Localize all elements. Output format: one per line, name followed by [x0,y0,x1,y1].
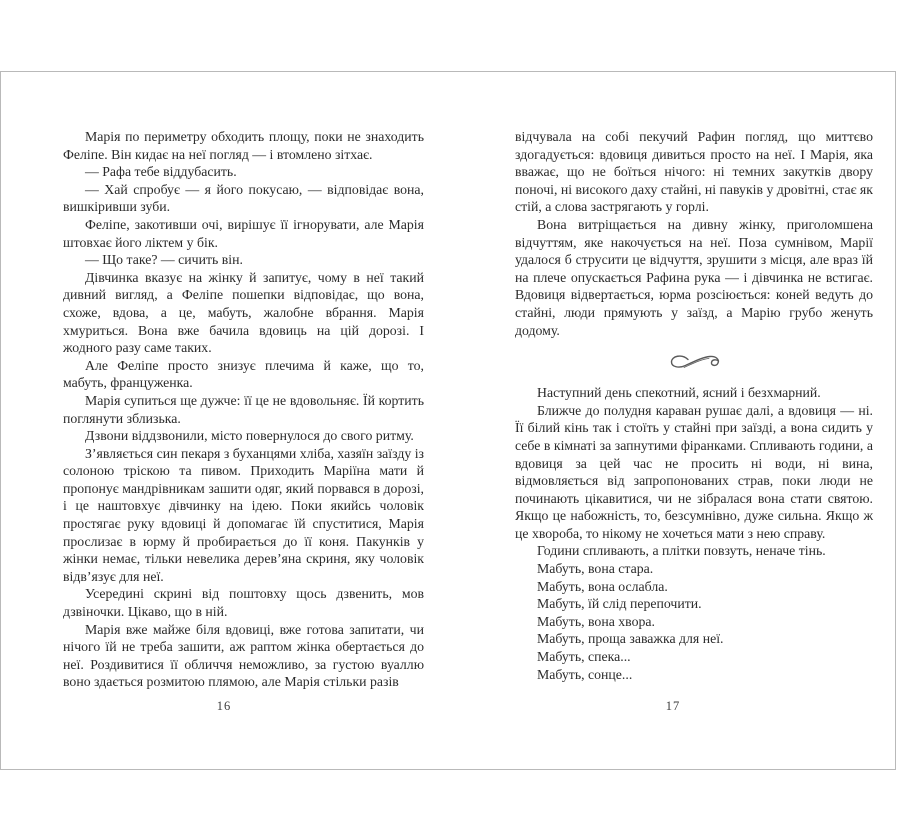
left-page-paragraphs [63,128,424,691]
paragraph: Вона витріщається на дивну жінку, приголомшена відчуттям, яке накочується на неї. Поза сумнівом, Марії удалося б струсити це відчуття, зрушити з місця, але враз їй на плече опускається Рафина рука — і дівчинка не встигає. Вдовиця відвертається, юрма розсіюється: коней ведуть до стайні, люди прямують у заїзд, а Марію грубо женуть додому. [515,216,873,338]
paragraph: — Рафа тебе віддубасить. [85,164,237,180]
right-page-paragraphs-bottom [515,384,873,683]
flourish-ornament-icon [667,352,721,372]
paragraph: Мабуть, вона хвора. [537,613,655,629]
paragraph: Мабуть, сонце... [537,666,633,682]
paragraph: Мабуть, вона ослабла. [537,578,668,594]
section-divider [515,352,873,372]
paragraph: відчувала на собі пекучий Рафин погляд, що миттєво здогадується: вдовиця дивиться просто на неї. І Марія, яка вважає, що не боїться нічого: ні темних закутків двору поночі, ні високого даху стайні, ні павуків у дровітні, стає як стій, а слова застрягають у горлі. [515,129,873,215]
paragraph: Мабуть, вона стара. [537,561,654,577]
paragraph: Феліпе, закотивши очі, вирішує її ігнорувати, але Марія штовхає його ліктем у бік. [63,216,424,250]
paragraph: — Хай спробує — я його покусаю, — відповідає вона, вишкіривши зуби. [63,181,424,215]
right-page-paragraphs-top [515,128,873,339]
page-number-right: 17 [665,699,681,713]
paragraph: Марія супиться ще дужче: її це не вдовольняє. Їй кортить поглянути зблизька. [63,392,424,426]
right-page [515,128,873,683]
left-page [63,128,424,691]
paragraph: Марія вже майже біля вдовиці, вже готова запитати, чи нічого їй не треба зашити, аж раптом жінка обертається до неї. Роздивитися її обличчя неможливо, за густою вуаллю воно здається розмитою плямою, але Марія стільки разів [63,621,424,690]
paragraph: Мабуть, проща заважка для неї. [537,631,724,647]
page-number-left: 16 [216,699,232,713]
paragraph: — Що таке? — сичить він. [85,252,243,268]
paragraph: Години спливають, а плітки повзуть, неначе тінь. [537,543,826,559]
paragraph: Дівчинка вказує на жінку й запитує, чому в неї такий дивний вигляд, а Феліпе пошепки відповідає, що вона, схоже, вдова, а це, мабуть, жалобне вбрання. Марія хмуриться. Вона вже бачила вдовиць на цій дорозі. І жодного разу саме таких. [63,269,424,356]
paragraph: Мабуть, їй слід перепочити. [537,596,702,612]
paragraph: Але Феліпе просто знизує плечима й каже, що то, мабуть, француженка. [63,357,424,391]
paragraph: Марія по периметру обходить площу, поки не знаходить Феліпе. Він кидає на неї погляд — і втомлено зітхає. [63,129,424,162]
paragraph: Наступний день спекотний, ясний і безхмарний. [537,385,821,401]
paragraph: Ближче до полудня караван рушає далі, а вдовиця — ні. Її білий кінь так і стоїть у стайні при заїзді, а вона сидить у себе в кімнаті за запнутими фіранками. Спливають години, а вдовиця за цей час не просить ні води, ні вина, відмовляється від запропонованих страв, поки люди не починають цікавитися, чи не зібралася вона стати святою. Якщо це набожність, то, безсумнівно, дуже сильна. Якщо ж це хвороба, то нікому не хочеться мати з нею справу. [515,402,873,541]
paragraph: Усередині скрині від поштовху щось дзвенить, мов дзвіночки. Цікаво, що в ній. [63,586,424,620]
paragraph: Мабуть, спека... [537,649,631,665]
paragraph: Дзвони віддзвонили, місто повернулося до свого ритму. [85,428,414,444]
paragraph: З’являється син пекаря з буханцями хліба, хазяїн заїзду із солоною тріскою та пивом. Приходить Маріїна мати й пропонує мандрівникам зашити одяг, який порвався в дорозі, і це наштовхує дівчинку на ідею. Поки якийсь чоловік простягає руку вдовиці й допомагає їй спуститися, Марія прослизає в юрму й пробирається до її коня. Пакунків у жінки немає, тільки невелика дерев’яна скриня, яку чоловік відв’язує для неї. [63,445,424,584]
